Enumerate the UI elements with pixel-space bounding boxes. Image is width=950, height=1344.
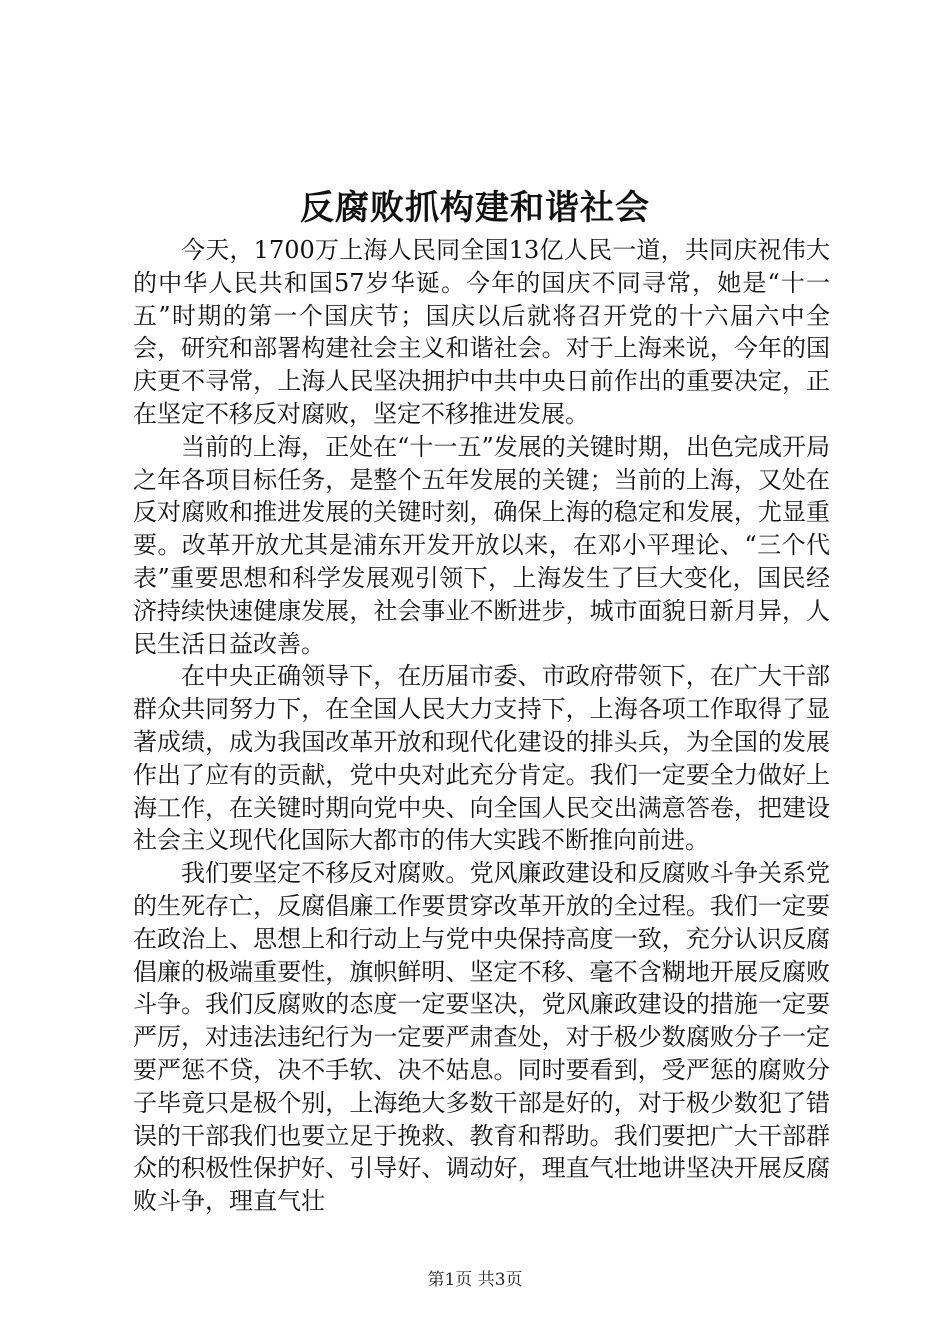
document-title: 反腐败抓构建和谐社会 bbox=[300, 188, 650, 228]
document-body bbox=[133, 234, 830, 1218]
paragraph-4: 我们要坚定不移反对腐败。党风廉政建设和反腐败斗争关系党的生死存亡，反腐倡廉工作要贯穿改革开放的全过程。我们一定要在政治上、思想上和行动上与党中央保持高度一致，充分认识反腐倡廉的极端重要性，旗帜鲜明、坚定不移、毫不含糊地开展反腐败斗争。我们反腐败的态度一定要坚决，党风廉政建设的措施一定要严厉，对违法违纪行为一定要严肃查处，对于极少数腐败分子一定要严惩不贷，决不手软、决不姑息。同时要看到，受严惩的腐败分子毕竟只是极个别，上海绝大多数干部是好的，对于极少数犯了错误的干部我们也要立足于挽救、教育和帮助。我们要把广大干部群众的积极性保护好、引导好、调动好，理直气壮地讲坚决开展反腐败斗争，理直气壮 bbox=[133, 859, 830, 1216]
page-number-label: 第1页 共3页 bbox=[427, 1270, 523, 1290]
paragraph-3: 在中央正确领导下，在历届市委、市政府带领下，在广大干部群众共同努力下，在全国人民大力支持下，上海各项工作取得了显著成绩，成为我国改革开放和现代化建设的排头兵，为全国的发展作出了应有的贡献，党中央对此充分肯定。我们一定要全力做好上海工作，在关键时期向党中央、向全国人民交出满意答卷，把建设社会主义现代化国际大都市的伟大实践不断推向前进。 bbox=[133, 662, 830, 855]
paragraph-2: 当前的上海，正处在“十一五”发展的关键时期，出色完成开局之年各项目标任务，是整个五年发展的关键；当前的上海，又处在反对腐败和推进发展的关键时刻，确保上海的稳定和发展，尤显重要。改革开放尤其是浦东开发开放以来，在邓小平理论、“三个代表”重要思想和科学发展观引领下，上海发生了巨大变化，国民经济持续快速健康发展，社会事业不断进步，城市面貌日新月异，人民生活日益改善。 bbox=[133, 432, 830, 658]
paragraph-1: 今天，1700万上海人民同全国13亿人民一道，共同庆祝伟大的中华人民共和国57岁华诞。今年的国庆不同寻常，她是“十一五”时期的第一个国庆节；国庆以后就将召开党的十六届六中全会，研究和部署构建社会主义和谐社会。对于上海来说，今年的国庆更不寻常，上海人民坚决拥护中共中央日前作出的重要决定，正在坚定不移反对腐败，坚定不移推进发展。 bbox=[133, 236, 830, 428]
page-footer bbox=[0, 1268, 950, 1292]
